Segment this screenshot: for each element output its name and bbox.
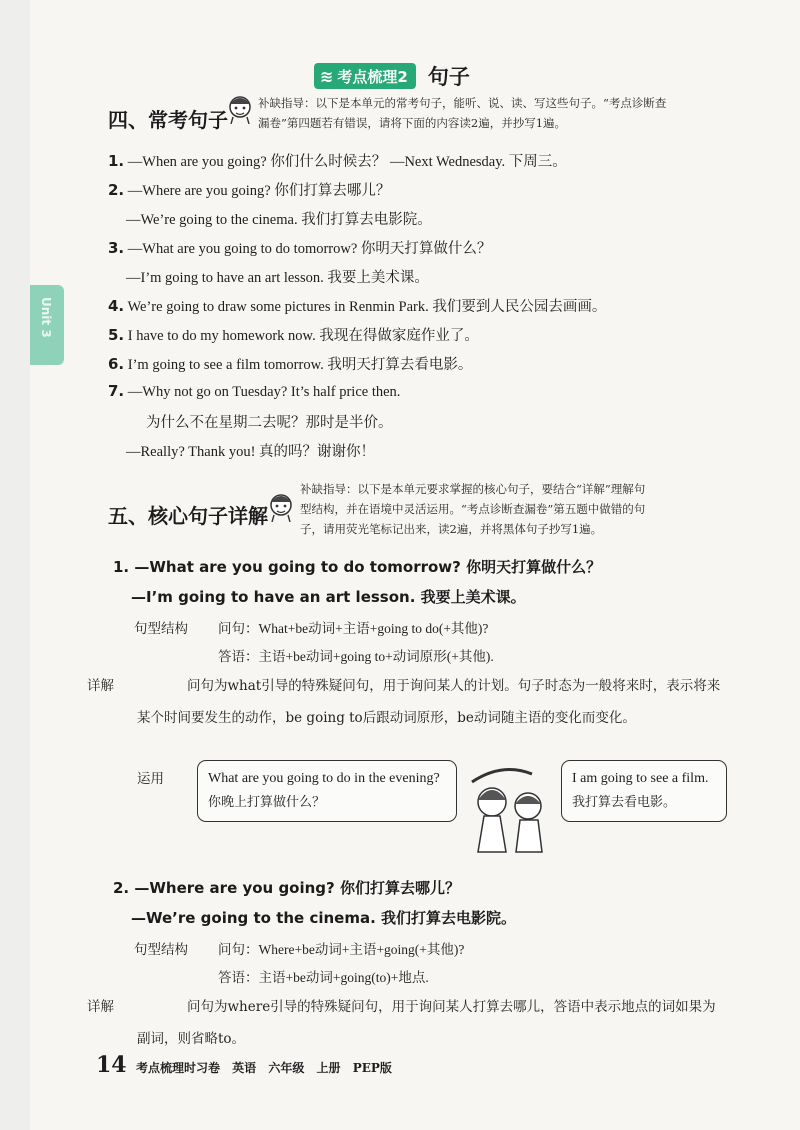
structure-label: 句型结构 xyxy=(134,621,188,637)
core-sentence-answer: —We’re going to the cinema. 我们打算去电影院。 xyxy=(131,909,517,927)
section5-heading: 五、核心句子详解 xyxy=(108,504,268,528)
speech-bubble-right: I am going to see a film. 我打算去看电影。 xyxy=(561,760,727,822)
list-item: 4. We’re going to draw some pictures in Renmin Park. 我们要到人民公园去画画。 xyxy=(108,297,607,315)
list-item: —Really? Thank you! 真的吗？谢谢你！ xyxy=(126,444,376,460)
list-item: 2. —Where are you going? 你们打算去哪儿？ xyxy=(108,181,391,199)
section5-note-1: 补缺指导：以下是本单元要求掌握的核心句子，要结合“详解”理解句 xyxy=(300,482,646,496)
unit-side-tab xyxy=(30,285,64,365)
core-sentence-question: 2. —Where are you going? 你们打算去哪儿？ xyxy=(113,879,460,897)
list-item: —I’m going to have an art lesson. 我要上美术课。 xyxy=(126,270,429,286)
footer-text: 考点梳理时习卷 英语 六年级 上册 PEP版 xyxy=(136,1061,392,1075)
list-item: 3. —What are you going to do tomorrow? 你明天打算做什么？ xyxy=(108,239,492,257)
banner-title: 句子 xyxy=(427,65,470,89)
core-sentence-answer: —I’m going to have an art lesson. 我要上美术课。 xyxy=(131,588,526,606)
section4-heading: 四、常考句子 xyxy=(108,108,228,132)
explanation: 详解 问句为where引导的特殊疑问句，用于询问某人打算去哪儿，答语中表示地点的词如果为副词，则省略to。 xyxy=(137,991,727,1055)
list-item: 为什么不在星期二去呢？那时是半价。 xyxy=(146,415,393,431)
list-item: 1. —When are you going? 你们什么时候去？ —Next Wednesday. 下周三。 xyxy=(108,152,567,170)
banner-badge xyxy=(314,63,416,89)
answer-structure: 答语：主语+be动词+going(to)+地点. xyxy=(218,970,429,985)
section-banner xyxy=(314,62,470,90)
list-item: 5. I have to do my homework now. 我现在得做家庭作业了。 xyxy=(108,326,479,344)
mascot-icon xyxy=(225,94,255,124)
section5-note-3: 子，请用荧光笔标记出来，读2遍，并将黑体句子抄写1遍。 xyxy=(300,522,603,536)
children-illustration xyxy=(462,760,562,860)
wave-icon: ≋ xyxy=(320,66,334,86)
list-item: 7. —Why not go on Tuesday? It’s half price then. xyxy=(108,382,401,400)
section4-note-2: 漏卷”第四题若有错误，请将下面的内容读2遍，并抄写1遍。 xyxy=(258,116,567,130)
section4-note-1: 补缺指导：以下是本单元的常考句子，能听、说、读、写这些句子。“考点诊断查 xyxy=(258,96,667,110)
explanation-label: 详解 xyxy=(87,999,114,1015)
question-structure: 问句：What+be动词+主语+going to do(+其他)? xyxy=(218,621,489,636)
explanation-label: 详解 xyxy=(87,678,114,694)
usage-label: 运用 xyxy=(137,771,164,787)
question-structure: 问句：Where+be动词+主语+going(+其他)? xyxy=(218,942,465,957)
list-item: 6. I’m going to see a film tomorrow. 我明天打算去看电影。 xyxy=(108,355,473,373)
unit-tab-label: Unit 3 xyxy=(39,297,53,338)
banner-label: 考点梳理2 xyxy=(337,67,408,86)
core-sentence-question: 1. —What are you going to do tomorrow? 你明天打算做什么？ xyxy=(113,558,602,576)
page-binding-edge xyxy=(0,0,30,1130)
structure-label: 句型结构 xyxy=(134,942,188,958)
answer-structure: 答语：主语+be动词+going to+动词原形(+其他). xyxy=(218,649,494,664)
list-item: —We’re going to the cinema. 我们打算去电影院。 xyxy=(126,212,432,228)
page-number: 14 xyxy=(96,1052,127,1078)
section5-note-2: 型结构，并在语境中灵活运用。“考点诊断查漏卷”第五题中做错的句 xyxy=(300,502,646,516)
explanation: 详解 问句为what引导的特殊疑问句，用于询问某人的计划。句子时态为一般将来时，表示将来某个时间要发生的动作，be going to后跟动词原形，be动词随主语的变化而变化。 xyxy=(137,670,727,734)
speech-bubble-left: What are you going to do in the evening? 你晚上打算做什么？ xyxy=(197,760,457,822)
mascot-icon xyxy=(266,492,296,522)
